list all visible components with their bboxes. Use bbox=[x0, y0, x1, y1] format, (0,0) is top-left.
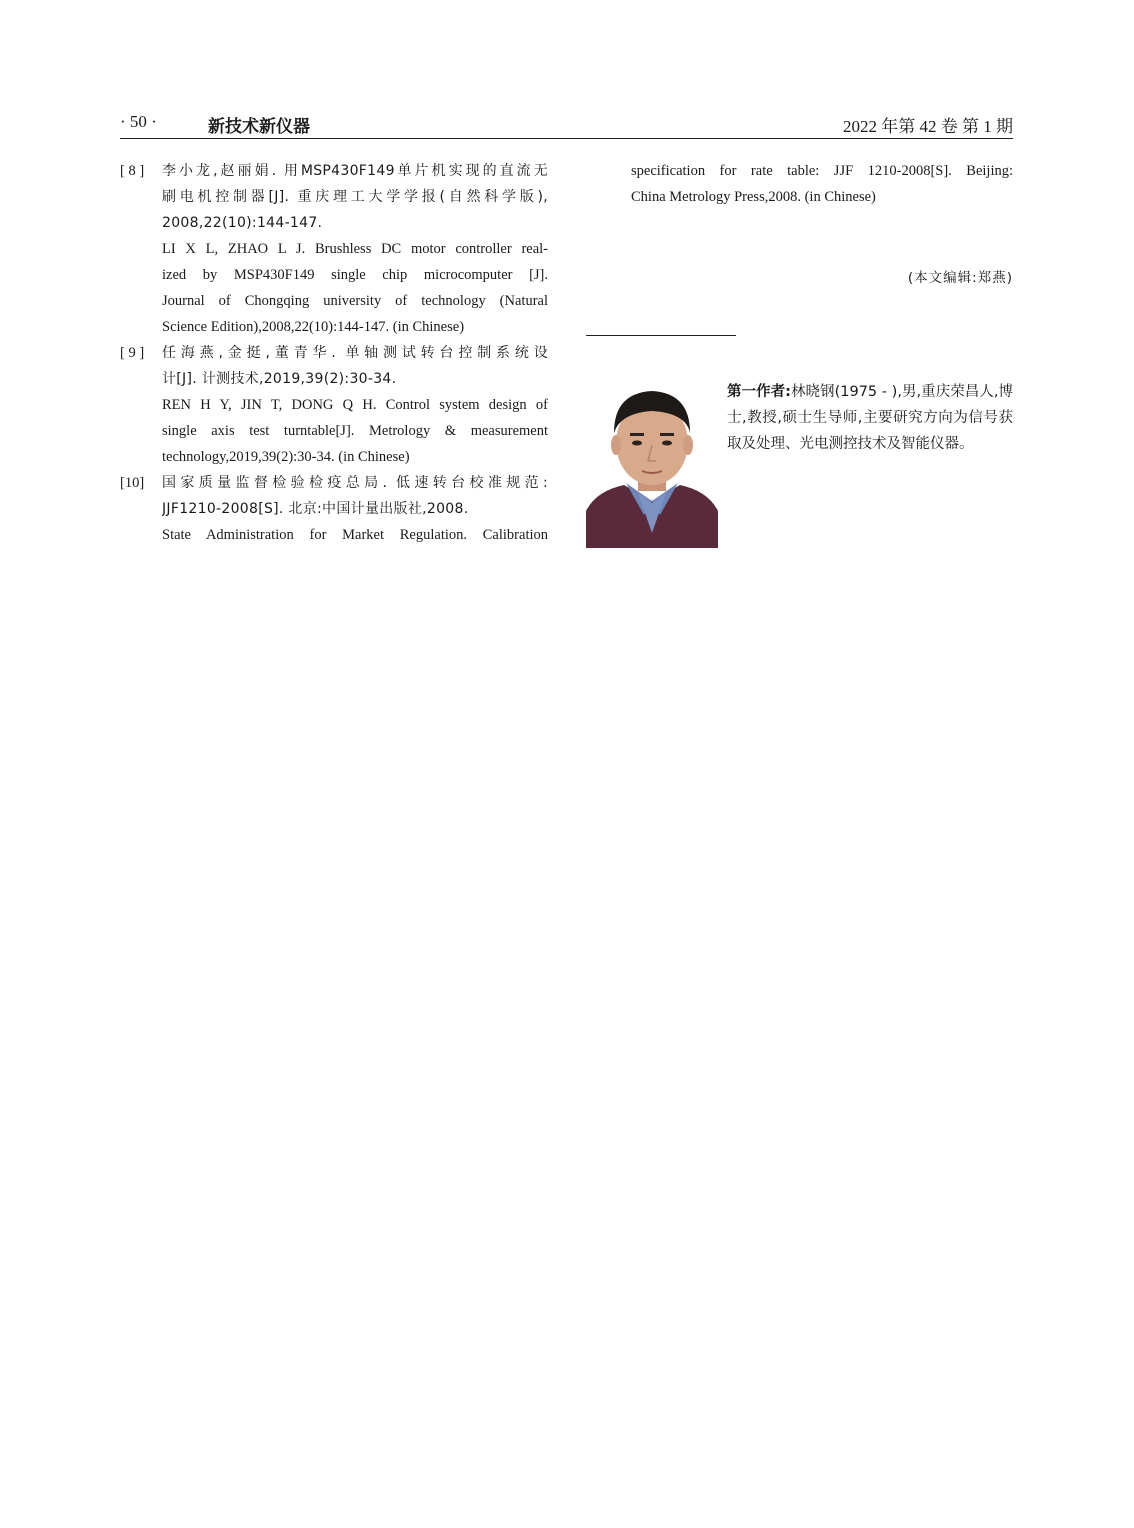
reference-number: [ 8 ] bbox=[120, 163, 145, 179]
reference-number: [10] bbox=[120, 475, 145, 491]
separator-rule bbox=[586, 335, 736, 336]
reference-continuation bbox=[586, 158, 1013, 210]
reference-line: REN H Y, JIN T, DONG Q H. Control system design of bbox=[162, 397, 548, 413]
reference-line: 计[J]. 计测技术,2019,39(2):30-34. bbox=[162, 371, 397, 387]
reference-line: China Metrology Press,2008. (in Chinese) bbox=[631, 189, 876, 205]
reference-line: JJF1210-2008[S]. 北京:中国计量出版社,2008. bbox=[162, 501, 469, 517]
issue-info: 2022 年第 42 卷 第 1 期 bbox=[843, 117, 1013, 136]
reference-line: State Administration for Market Regulation. Calibration bbox=[162, 527, 548, 543]
right-column bbox=[586, 158, 1013, 452]
reference-line: single axis test turntable[J]. Metrology & measurement bbox=[162, 423, 548, 439]
reference-line: technology,2019,39(2):30-34. (in Chinese) bbox=[162, 449, 410, 465]
author-portrait-image bbox=[586, 383, 718, 548]
reference-item bbox=[120, 470, 548, 548]
references-column bbox=[120, 158, 548, 548]
running-header bbox=[120, 112, 1013, 139]
reference-item bbox=[120, 340, 548, 470]
author-bio bbox=[727, 379, 1013, 457]
reference-line: 刷电机控制器[J]. 重庆理工大学学报(自然科学版), bbox=[162, 189, 548, 205]
reference-number: [ 9 ] bbox=[120, 345, 145, 361]
reference-line: specification for rate table: JJF 1210-2008[S]. Beijing: bbox=[631, 163, 1013, 179]
reference-line: 国家质量监督检验检疫总局. 低速转台校准规范: bbox=[162, 475, 548, 491]
page-number: · 50 · bbox=[120, 112, 157, 131]
reference-item bbox=[120, 158, 548, 340]
author-bio-label: 第一作者: bbox=[727, 384, 791, 400]
reference-line: ized by MSP430F149 single chip microcomputer [J]. bbox=[162, 267, 548, 283]
reference-line: Journal of Chongqing university of technology (Natural bbox=[162, 293, 548, 309]
reference-line: LI X L, ZHAO L J. Brushless DC motor controller real- bbox=[162, 241, 548, 257]
journal-name: 新技术新仪器 bbox=[208, 117, 310, 137]
author-bio-text: 林晓钢(1975 - ),男,重庆荣昌人,博士,教授,硕士生导师,主要研究方向为信号获取及处理、光电测控技术及智能仪器。 bbox=[727, 384, 1013, 452]
reference-line: Science Edition),2008,22(10):144-147. (in Chinese) bbox=[162, 319, 465, 335]
reference-line: 任海燕,金挺,董青华. 单轴测试转台控制系统设 bbox=[162, 345, 548, 361]
editor-note: (本文编辑:郑燕) bbox=[907, 270, 1013, 286]
reference-line: 2008,22(10):144-147. bbox=[162, 215, 323, 231]
reference-line: 李小龙,赵丽娟. 用MSP430F149单片机实现的直流无 bbox=[162, 163, 548, 179]
author-photo bbox=[586, 383, 718, 548]
